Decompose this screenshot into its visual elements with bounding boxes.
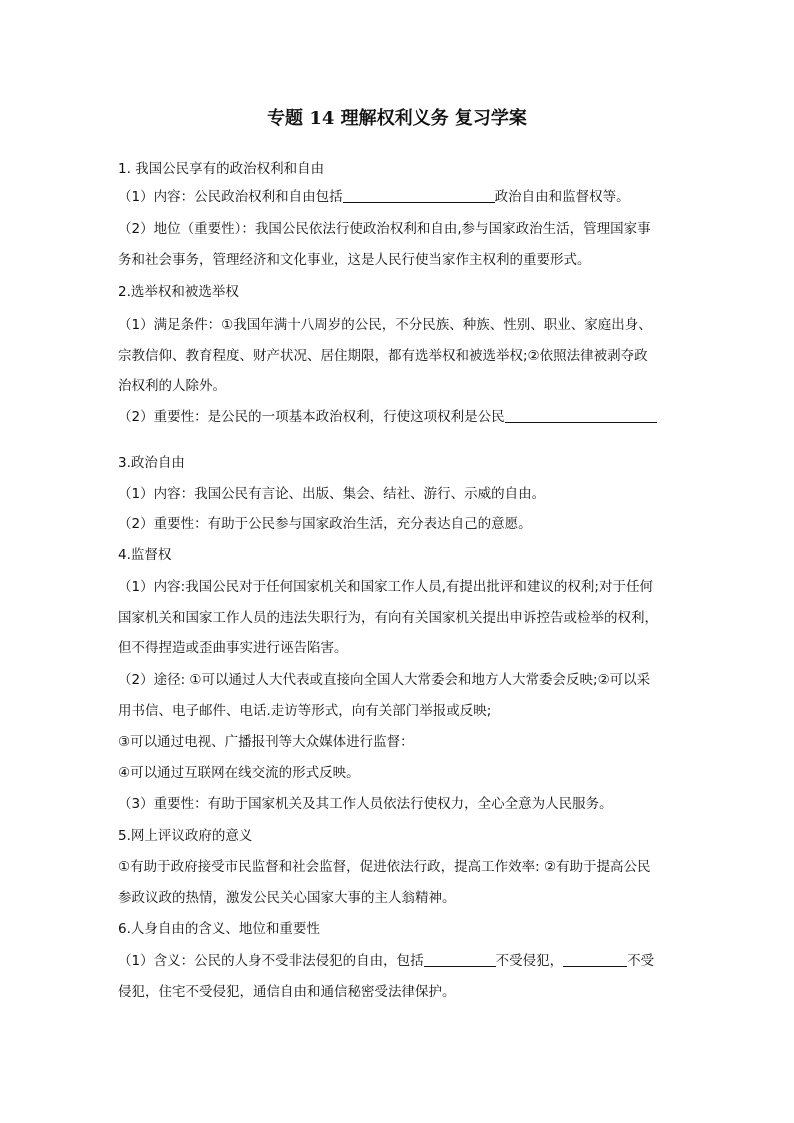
fill-blank[interactable] xyxy=(343,188,495,203)
text-line: （1）内容:我国公民对于任何国家机关和国家工作人员,有提出批评和建议的权利;对于任何 xyxy=(118,579,653,595)
section-3-heading: 3.政治自由 xyxy=(118,455,185,471)
section-6-heading: 6.人身自由的含义、地位和重要性 xyxy=(118,921,320,937)
page-title: 专题 14 理解权利义务 复习学案 xyxy=(267,108,527,129)
text-line: （2）重要性：是公民的一项基本政治权利，行使这项权利是公民 xyxy=(118,408,657,426)
text-line: 侵犯，住宅不受侵犯，通信自由和通信秘密受法律保护。 xyxy=(118,984,456,1000)
section-1-heading: 1. 我国公民享有的政治权利和自由 xyxy=(118,161,325,177)
text-line: ④可以通过互联网在线交流的形式反映。 xyxy=(118,765,360,781)
text-line: 参政议政的热情，激发公民关心国家大事的主人翁精神。 xyxy=(118,890,456,906)
text-line: 务和社会事务，管理经济和文化事业，这是人民行使当家作主权利的重要形式。 xyxy=(118,252,591,268)
text-line: ③可以通过电视、广播报刊等大众媒体进行监督： xyxy=(118,734,414,750)
text-line: 但不得捏造或歪曲事实进行诬告陷害。 xyxy=(118,640,348,656)
text-line: （1）满足条件：①我国年满十八周岁的公民，不分民族、种族、性别、职业、家庭出身、 xyxy=(118,317,652,333)
text-line: （1）内容：我国公民有言论、出版、集会、结社、游行、示威的自由。 xyxy=(118,486,546,502)
text-line: 用书信、电子邮件、电话.走访等形式，向有关部门举报或反映; xyxy=(118,703,492,719)
text-line: ①有助于政府接受市民监督和社会监督，促进依法行政，提高工作效率: ②有助于提高公民 xyxy=(118,859,651,875)
section-2-heading: 2.选举权和被选举权 xyxy=(118,284,239,300)
text-line: 国家机关和国家工作人员的违法失职行为，有向有关国家机关提出申诉控告或检举的权利， xyxy=(118,610,658,626)
text-line: （2）地位（重要性）：我国公民依法行使政治权利和自由,参与国家政治生活，管理国家事 xyxy=(118,221,651,237)
text-line: （1）含义：公民的人身不受非法侵犯的自由，包括 不受侵犯， 不受 xyxy=(118,953,655,969)
fill-blank[interactable] xyxy=(424,952,496,967)
text-line: 治权利的人除外。 xyxy=(118,378,226,394)
text-line: （2）重要性：有助于公民参与国家政治生活，充分表达自己的意愿。 xyxy=(118,516,532,532)
text-line: 宗教信仰、教育程度、财产状况、居住期限，都有选举权和被选举权;②依照法律被剥夺政 xyxy=(118,348,648,364)
section-5-heading: 5.网上评议政府的意义 xyxy=(118,828,253,844)
fill-blank[interactable] xyxy=(505,408,657,423)
text-line: （3）重要性：有助于国家机关及其工作人员依法行使权力，全心全意为人民服务。 xyxy=(118,796,613,812)
text-line: （2）途径: ①可以通过人大代表或直接向全国人大常委会和地方人大常委会反映;②可以采 xyxy=(118,672,651,688)
section-4-heading: 4.监督权 xyxy=(118,547,172,563)
fill-blank[interactable] xyxy=(563,952,627,967)
text-line: （1）内容：公民政治权利和自由包括 政治自由和监督权等。 xyxy=(118,189,630,205)
